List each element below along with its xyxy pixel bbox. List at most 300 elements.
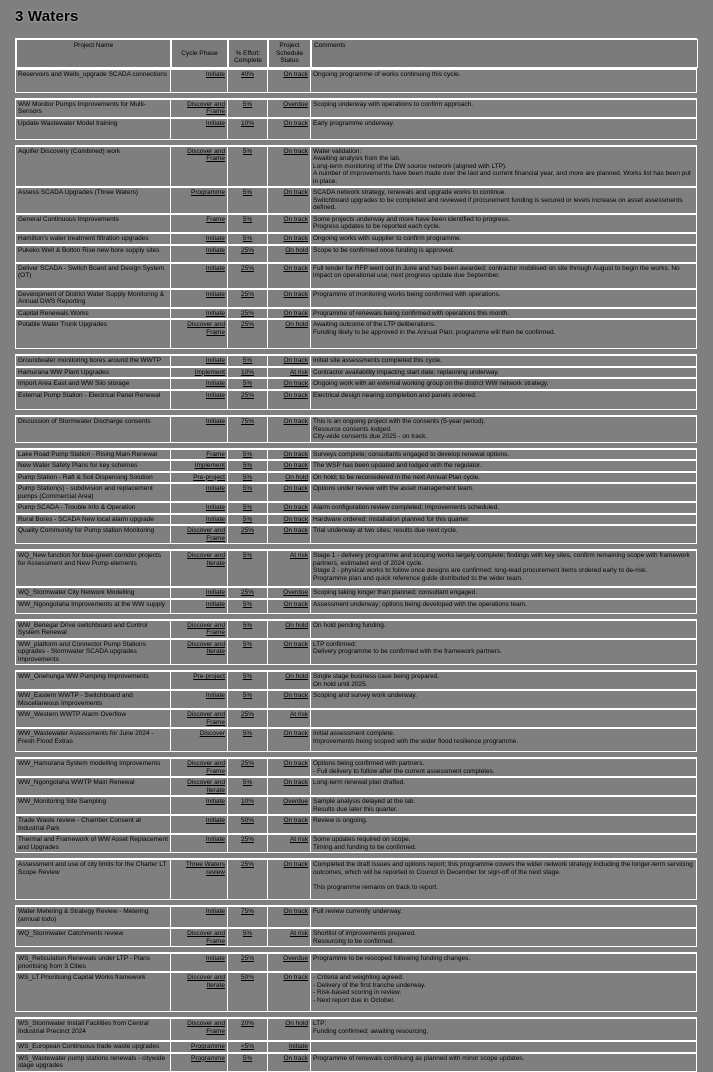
project-name-cell: WW Monitor Pumps Improvements for Multi-Sensors <box>15 99 170 117</box>
effort-cell: 25% <box>227 953 267 971</box>
table-row <box>15 834 697 853</box>
effort-cell: 5% <box>227 1053 267 1071</box>
comment-line: Switchboard upgrades to be completed and reviewed if procurement funding is secured or levels increase on asset assessments defined. <box>313 196 683 211</box>
comment-line: Resource consents lodged. <box>313 425 392 433</box>
cycle-phase-cell: Initiate <box>170 378 227 389</box>
table-row <box>15 390 697 410</box>
comment-line: Hardware ordered; installation planned for this quarter. <box>313 515 470 523</box>
project-name-cell: Pump SCADA - Trouble Info & Operation <box>15 502 170 513</box>
comment-line: Contractor availability impacting start date; replanning underway. <box>313 368 499 376</box>
status-cell: On hold <box>267 245 310 262</box>
status-cell: On track <box>267 502 310 513</box>
table-row <box>15 448 697 461</box>
table-row <box>15 587 697 599</box>
effort-cell: 20% <box>227 1018 267 1040</box>
project-name-cell: WQ_New function for blue-green corridor projects for Assessment and New Pump elements <box>15 550 170 586</box>
comment-line: Early programme underway. <box>313 119 395 127</box>
effort-cell: 5% <box>227 514 267 525</box>
cycle-phase-cell: Discover and Iterate <box>170 550 227 586</box>
cycle-phase-cell: Initiate <box>170 69 227 92</box>
effort-cell: 5% <box>227 214 267 232</box>
effort-cell: 75% <box>227 906 267 927</box>
cycle-phase-cell: Initiate <box>170 233 227 244</box>
status-cell: On track <box>267 355 310 366</box>
comments-cell <box>310 214 697 232</box>
status-cell: At risk <box>267 550 310 586</box>
status-cell: On track <box>267 859 310 899</box>
comment-line: - Criteria and weighting agreed. <box>313 974 404 981</box>
effort-cell: 25% <box>227 758 267 776</box>
table-row <box>15 308 697 320</box>
comment-line: LTP: <box>313 1020 327 1027</box>
comment-line <box>313 876 694 884</box>
comment-line: Options being confirmed with partners. <box>313 760 425 767</box>
comment-line: This programme remains on track to report. <box>313 883 438 891</box>
comments-cell <box>310 953 697 971</box>
effort-cell: 25% <box>227 709 267 727</box>
project-name-cell: Lake Road Pump Station - Rising Main Renewal <box>15 449 170 460</box>
effort-cell: 5% <box>227 460 267 471</box>
status-cell: On track <box>267 146 310 187</box>
comment-line: Improvements being scoped with the wider flood resilience programme. <box>313 737 519 745</box>
cycle-phase-cell: Initiate <box>170 599 227 613</box>
comments-cell <box>310 118 697 139</box>
cycle-phase-cell: Frame <box>170 449 227 460</box>
table-row <box>15 952 697 972</box>
effort-cell: 5% <box>227 620 267 638</box>
table-row <box>15 187 697 214</box>
effort-cell: 10% <box>227 118 267 139</box>
comments-cell <box>310 472 697 483</box>
comment-line: Full review currently underway. <box>313 908 403 915</box>
three-waters-status-table <box>15 38 697 1072</box>
project-name-cell: Hamurana WW Plant Upgrades <box>15 367 170 378</box>
status-cell: On track <box>267 728 310 751</box>
comment-line: Some projects underway and more have been identified to progress. <box>313 215 510 223</box>
comments-cell <box>310 99 697 117</box>
cycle-phase-cell: Initiate <box>170 483 227 501</box>
table-row <box>15 319 697 349</box>
status-cell: On track <box>267 460 310 471</box>
effort-cell: 25% <box>227 587 267 598</box>
table-row <box>15 709 697 728</box>
status-cell: On track <box>267 777 310 795</box>
project-name-cell: WW_Eastern WWTP - Switchboard and Miscellaneous Improvements <box>15 690 170 708</box>
effort-cell: 50% <box>227 815 267 833</box>
table-row <box>15 796 697 815</box>
cycle-phase-cell: Initiate <box>170 355 227 366</box>
comment-line: Programme to be rescoped following funding changes. <box>313 955 471 962</box>
cycle-phase-cell: Programme <box>170 1041 227 1052</box>
comments-cell <box>310 815 697 833</box>
project-name-cell: External Pump Station - Electrical Panel Renewal <box>15 390 170 409</box>
effort-cell: 5% <box>227 728 267 751</box>
status-cell: On track <box>267 449 310 460</box>
project-name-cell: WW_Monitoring Site Sampling <box>15 796 170 814</box>
table-row <box>15 502 697 514</box>
comment-line: Programme plan and quick reference guide distributed to the wider team. <box>313 574 523 582</box>
status-cell: On track <box>267 1053 310 1071</box>
cycle-phase-cell: Implement <box>170 367 227 378</box>
comment-line: Timing and funding to be confirmed. <box>313 843 417 851</box>
status-cell: On track <box>267 289 310 307</box>
cycle-phase-cell: Pre-project <box>170 671 227 689</box>
table-row <box>15 690 697 709</box>
effort-cell: 5% <box>227 502 267 513</box>
cycle-phase-cell: Discover and Frame <box>170 758 227 776</box>
comment-line: Programme of renewals continuing as planned with minor scope updates. <box>313 1054 525 1062</box>
comment-line: Long-term monitoring of the DW source network (aligned with LTP). <box>313 162 507 170</box>
effort-cell: 5% <box>227 777 267 795</box>
effort-cell: 5% <box>227 233 267 244</box>
comment-line: - Full delivery to follow after the current assessment completes. <box>313 767 495 775</box>
cycle-phase-cell: Initiate <box>170 502 227 513</box>
comments-cell <box>310 709 697 727</box>
comment-line: Long-term renewal plan drafted. <box>313 779 406 786</box>
comment-line: Shortlist of improvements prepared. <box>313 930 416 937</box>
project-name-cell: Potable Water Trunk Upgrades <box>15 319 170 348</box>
comment-line: Review is ongoing. <box>313 817 368 824</box>
effort-cell: 25% <box>227 289 267 307</box>
cycle-phase-cell: Discover and Frame <box>170 709 227 727</box>
comment-line: - Delivery of the first tranche underway. <box>313 981 426 989</box>
table-row <box>15 98 697 118</box>
cycle-phase-cell: Initiate <box>170 118 227 139</box>
cycle-phase-cell: Discover and Frame <box>170 146 227 187</box>
status-cell: On hold <box>267 472 310 483</box>
comments-cell <box>310 859 697 899</box>
cycle-phase-cell: Initiate <box>170 796 227 814</box>
comments-cell <box>310 834 697 852</box>
comment-line: Initial assessment complete. <box>313 730 395 737</box>
project-name-cell: WW_Wastewater Assessments for June 2024 - Fresh Flood Extras <box>15 728 170 751</box>
cycle-phase-cell: Discover and Frame <box>170 1018 227 1040</box>
table-row <box>15 549 697 587</box>
table-row <box>15 619 697 639</box>
comment-line: City-wide consents due 2025 - on track. <box>313 433 428 440</box>
table-row <box>15 1017 697 1041</box>
comment-line: Scoping underway with operations to confirm approach. <box>313 100 474 108</box>
header-effort-complete: % Effort: Complete <box>228 39 268 68</box>
comments-cell <box>310 233 697 244</box>
page-title: 3 Waters <box>15 8 79 25</box>
effort-cell: 5% <box>227 99 267 117</box>
comments-cell <box>310 245 697 262</box>
table-row <box>15 639 697 666</box>
effort-cell: 5% <box>227 187 267 213</box>
comment-line: - Risk-based scoring in review. <box>313 989 402 996</box>
effort-cell: 5% <box>227 690 267 708</box>
status-cell: On track <box>267 906 310 927</box>
cycle-phase-cell: Initiate <box>170 263 227 288</box>
comments-cell <box>310 928 697 946</box>
cycle-phase-cell: Discover and Frame <box>170 620 227 638</box>
header-schedule-status: Project Schedule Status <box>268 39 311 68</box>
comment-line: Scoping taking longer than planned; consultant engaged. <box>313 589 478 596</box>
effort-cell: 5% <box>227 671 267 689</box>
status-cell: On track <box>267 187 310 213</box>
header-project-name: Project Name <box>16 39 171 68</box>
comments-cell <box>310 355 697 366</box>
project-name-cell: WS_LT Prioritising Capital Works framework <box>15 972 170 1011</box>
comments-cell <box>310 599 697 613</box>
comments-cell <box>310 308 697 319</box>
project-name-cell: WW_Ngongotaha WWTP Main Renewal <box>15 777 170 795</box>
comment-line: SCADA network strategy, renewals and upgrade works to continue. <box>313 189 507 196</box>
cycle-phase-cell: Discover and Iterate <box>170 972 227 1011</box>
project-name-cell: Quality Community for Pump station Monitoring <box>15 525 170 543</box>
status-cell: On hold <box>267 671 310 689</box>
project-name-cell: Import Area East and WW Silo storage <box>15 378 170 389</box>
table-row <box>15 514 697 526</box>
effort-cell: 5% <box>227 483 267 501</box>
table-row <box>15 415 697 443</box>
cycle-phase-cell: Initiate <box>170 906 227 927</box>
effort-cell: 40% <box>227 69 267 92</box>
project-name-cell: WW_Hamurana System modelling Improvements <box>15 758 170 776</box>
comment-line: A number of improvements have been made over the last and current financial year, and more are planned. Works list has been put in place. <box>313 170 691 185</box>
comments-cell <box>310 690 697 708</box>
comment-line: Delivery programme to be confirmed with the framework partners. <box>313 648 502 655</box>
comments-cell <box>310 1041 697 1052</box>
comment-line: Some updates required on scope. <box>313 836 411 843</box>
status-cell: At risk <box>267 834 310 852</box>
comments-cell <box>310 502 697 513</box>
comment-line: Ongoing works with supplier to confirm programme. <box>313 234 462 242</box>
status-cell: On track <box>267 263 310 288</box>
table-row <box>15 233 697 245</box>
status-cell: Overdue <box>267 796 310 814</box>
effort-cell: 5% <box>227 928 267 946</box>
project-name-cell: WQ_Stormwater Catchments review <box>15 928 170 946</box>
comments-cell <box>310 972 697 1011</box>
cycle-phase-cell: Initiate <box>170 690 227 708</box>
project-name-cell: Pump Station(s) - subdivision and replacement pumps (Commercial Area) <box>15 483 170 501</box>
table-header-row <box>15 38 697 69</box>
project-name-cell: Deliver SCADA - Switch Board and Design System (OT) <box>15 263 170 288</box>
effort-cell: 50% <box>227 972 267 1011</box>
comment-line: Stage 2 - physical works to follow once designs are confirmed; long-lead procurement items ordered early to de-risk. <box>313 567 648 574</box>
comment-line: Ongoing programme of works continuing this cycle. <box>313 70 461 78</box>
table-row <box>15 118 697 140</box>
status-cell: On hold <box>267 620 310 638</box>
comments-cell <box>310 1053 697 1071</box>
comment-line: On hold until 2025. <box>313 680 368 688</box>
cycle-phase-cell: Initiate <box>170 289 227 307</box>
project-name-cell: WW_Western WWTP Alarm Overflow <box>15 709 170 727</box>
effort-cell: <5% <box>227 1041 267 1052</box>
effort-cell: 75% <box>227 416 267 442</box>
status-cell: On track <box>267 378 310 389</box>
status-cell: On track <box>267 758 310 776</box>
project-name-cell: WQ_Stormwater City Network Modelling <box>15 587 170 598</box>
project-name-cell: Hamilton's water treatment filtration upgrades <box>15 233 170 244</box>
comment-line: This is an ongoing project with the consents (5-year period). <box>313 418 486 425</box>
comments-cell <box>310 1018 697 1040</box>
comment-line: Full tender for RFP went out in June and has been awarded; contractor mobilised on site through August to begin the works. No impact on operational use; next progress update due September. <box>313 264 680 279</box>
table-row <box>15 525 697 544</box>
effort-cell: 25% <box>227 859 267 899</box>
status-cell: Overdue <box>267 99 310 117</box>
comments-cell <box>310 777 697 795</box>
cycle-phase-cell: Programme <box>170 187 227 213</box>
comments-cell <box>310 587 697 598</box>
project-name-cell: Update Wastewater Model training <box>15 118 170 139</box>
comments-cell <box>310 319 697 348</box>
cycle-phase-cell: Discover and Iterate <box>170 639 227 665</box>
comment-line: Awaiting analysis from the lab. <box>313 155 401 162</box>
status-cell: On track <box>267 639 310 665</box>
status-cell: At risk <box>267 709 310 727</box>
cycle-phase-cell: Discover and Frame <box>170 525 227 543</box>
comments-cell <box>310 416 697 442</box>
cycle-phase-cell: Initiate <box>170 416 227 442</box>
comments-cell <box>310 187 697 213</box>
comment-line: On hold; to be reconsidered in the next Annual Plan cycle. <box>313 473 480 481</box>
status-cell: On track <box>267 390 310 409</box>
cycle-phase-cell: Discover and Frame <box>170 928 227 946</box>
cycle-phase-cell: Initiate <box>170 514 227 525</box>
project-name-cell: WS_European Continuous trade waste upgrades <box>15 1041 170 1052</box>
cycle-phase-cell: Programme <box>170 1053 227 1071</box>
cycle-phase-cell: Discover and Iterate <box>170 777 227 795</box>
project-name-cell: New Water Safety Plans for key schemes <box>15 460 170 471</box>
table-row <box>15 928 697 947</box>
project-name-cell: WW_platform and Connector Pump Stations upgrades - Stormwater SCADA upgrades improvements <box>15 639 170 665</box>
project-name-cell: General Continuous Improvements <box>15 214 170 232</box>
status-cell: On track <box>267 972 310 1011</box>
comment-line: Ongoing work with an external working group on the district WW network strategy. <box>313 380 549 387</box>
project-name-cell: Assess SCADA Upgrades (Three Waters) <box>15 187 170 213</box>
table-row <box>15 858 697 900</box>
table-row <box>15 728 697 752</box>
header-cycle-phase: Cycle Phase <box>171 39 228 68</box>
project-name-cell: Discussion of Stormwater Discharge consents <box>15 416 170 442</box>
comment-line: On hold pending funding. <box>313 621 386 629</box>
header-comments: Comments <box>311 39 698 68</box>
status-cell: On hold <box>267 1018 310 1040</box>
status-cell: On track <box>267 118 310 139</box>
project-name-cell: WS_Reticulation Renewals under LTP - Plans prioritising from 3 Cities <box>15 953 170 971</box>
effort-cell: 5% <box>227 550 267 586</box>
comments-cell <box>310 728 697 751</box>
comment-line: Funding likely to be approved in the Annual Plan; programme will then be confirmed. <box>313 328 556 336</box>
comment-line: - Next report due in October. <box>313 996 396 1004</box>
table-row <box>15 972 697 1012</box>
comments-cell <box>310 390 697 409</box>
table-row <box>15 905 697 928</box>
comments-cell <box>310 906 697 927</box>
cycle-phase-cell: Initiate <box>170 834 227 852</box>
comments-cell <box>310 460 697 471</box>
table-row <box>15 214 697 233</box>
comment-line: Alarm configuration review completed; improvements scheduled. <box>313 504 500 511</box>
comment-line: Scope to be confirmed once funding is approved. <box>313 246 455 254</box>
cycle-phase-cell: Initiate <box>170 587 227 598</box>
effort-cell: 25% <box>227 834 267 852</box>
comments-cell <box>310 550 697 586</box>
table-row <box>15 367 697 379</box>
status-cell: On hold <box>267 319 310 348</box>
cycle-phase-cell: Discover and Frame <box>170 99 227 117</box>
cycle-phase-cell: Frame <box>170 214 227 232</box>
cycle-phase-cell: Initiate <box>170 308 227 319</box>
project-name-cell: Pukeko Well & Bolton Rise new bore supply sites <box>15 245 170 262</box>
effort-cell: 5% <box>227 472 267 483</box>
project-name-cell: Aquifer Discovery (Combined) work <box>15 146 170 187</box>
table-row <box>15 472 697 484</box>
comments-cell <box>310 525 697 543</box>
project-name-cell: WW_Benegar Drive switchboard and Control System Renewal <box>15 620 170 638</box>
project-name-cell: Reservoirs and Wells_upgrade SCADA connections <box>15 69 170 92</box>
project-name-cell: Water Metering & Strategy Review - Metering (annual todo) <box>15 906 170 927</box>
project-name-cell: Rural Bores - SCADA New local alarm upgrade <box>15 514 170 525</box>
comment-line: Resourcing to be confirmed. <box>313 937 395 945</box>
status-cell: Overdue <box>267 587 310 598</box>
comment-line: Results due later this quarter. <box>313 805 398 813</box>
table-row <box>15 145 697 188</box>
effort-cell: 25% <box>227 525 267 543</box>
comments-cell <box>310 758 697 776</box>
project-name-cell: Trade Waste review - Chamber Consent at Industrial Park <box>15 815 170 833</box>
comment-line: Completed the draft issues and options report; this programme covers the wider network strategy including the longer-term servicing outcomes, which will be reported to Council in December for sign-off of the next stage. <box>313 861 693 876</box>
comments-cell <box>310 378 697 389</box>
comments-cell <box>310 671 697 689</box>
table-row <box>15 263 697 289</box>
comment-line: Assessment underway; options being developed with the operations team. <box>313 600 527 608</box>
table-row <box>15 69 697 93</box>
table-row <box>15 378 697 390</box>
status-cell: On track <box>267 815 310 833</box>
table-row <box>15 1041 697 1053</box>
table-row <box>15 289 697 308</box>
comment-line: Stage 1 - delivery programme and scoping works largely complete; findings with key sites, confirm remaining scope with framework partners, estimated end of 2024 cycle. <box>313 552 690 567</box>
cycle-phase-cell: Pre-project <box>170 472 227 483</box>
comments-cell <box>310 449 697 460</box>
effort-cell: 10% <box>227 367 267 378</box>
cycle-phase-cell: Initiate <box>170 815 227 833</box>
comment-line: Electrical design nearing completion and panels ordered. <box>313 392 477 399</box>
effort-cell: 5% <box>227 378 267 389</box>
table-row <box>15 1053 697 1072</box>
cycle-phase-cell: Discover <box>170 728 227 751</box>
project-name-cell: WW_Ngongotaha Improvements at the WW supply <box>15 599 170 613</box>
project-name-cell: Pump Station - Raft & Soil Dispensing Solution <box>15 472 170 483</box>
status-cell: On track <box>267 214 310 232</box>
cycle-phase-cell: Implement <box>170 460 227 471</box>
table-row <box>15 599 697 614</box>
status-cell: Overdue <box>267 953 310 971</box>
table-row <box>15 815 697 834</box>
status-cell: On track <box>267 69 310 92</box>
effort-cell: 5% <box>227 599 267 613</box>
comment-line: Programme of renewals being confirmed with operations this month. <box>313 309 510 317</box>
comment-line: Scoping and survey work underway. <box>313 692 417 699</box>
effort-cell: 25% <box>227 245 267 262</box>
cycle-phase-cell: Discover and Frame <box>170 319 227 348</box>
project-name-cell: Assessment and use of city limits for the Charter LT Scope Review <box>15 859 170 899</box>
effort-cell: 5% <box>227 639 267 665</box>
table-row <box>15 757 697 777</box>
effort-cell: 5% <box>227 355 267 366</box>
effort-cell: 25% <box>227 308 267 319</box>
effort-cell: 10% <box>227 796 267 814</box>
comments-cell <box>310 289 697 307</box>
comments-cell <box>310 367 697 378</box>
status-cell: On track <box>267 514 310 525</box>
project-name-cell: Groundwater monitoring bores around the WWTP <box>15 355 170 366</box>
status-cell: On track <box>267 483 310 501</box>
